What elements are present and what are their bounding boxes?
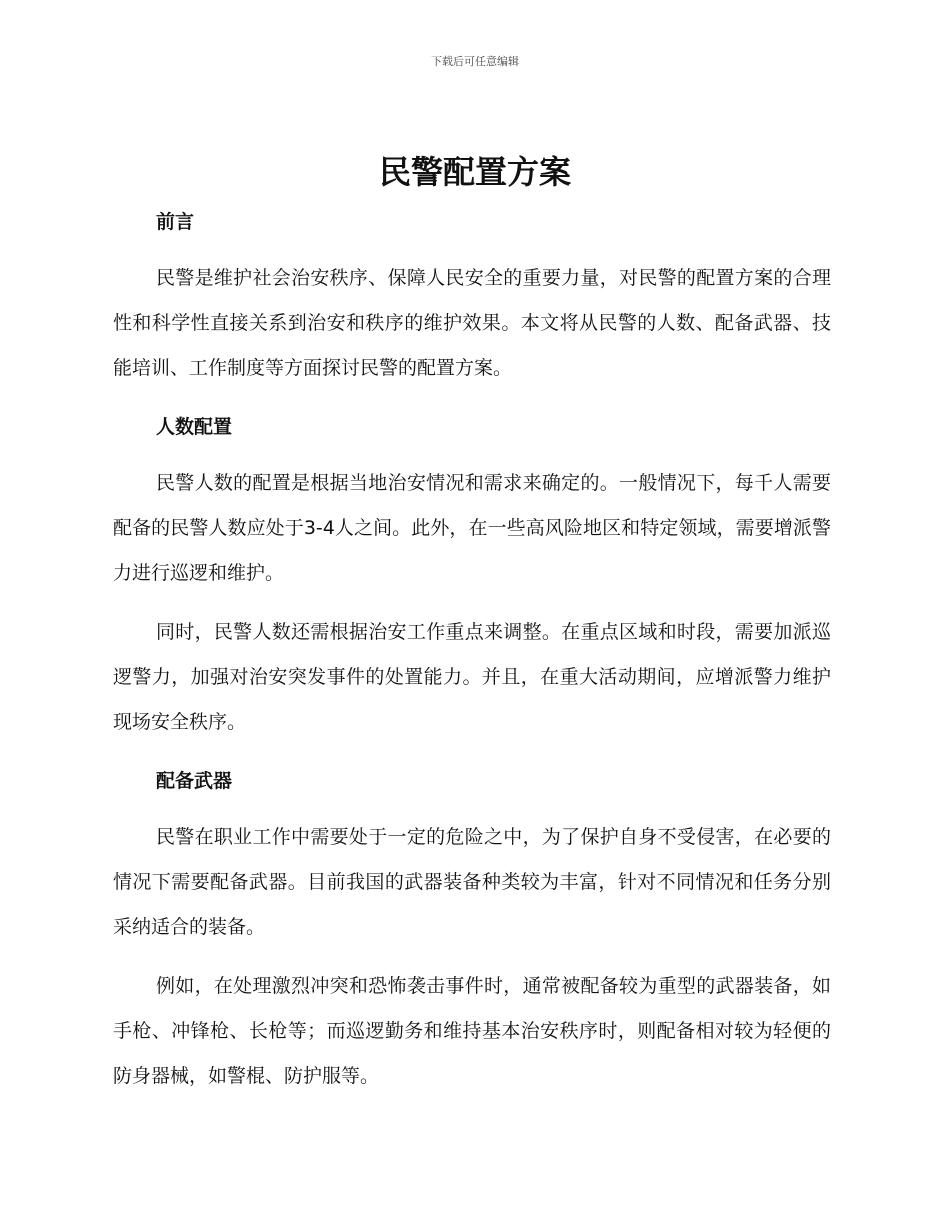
document-title: 民警配置方案 xyxy=(378,153,571,191)
section-heading: 配备武器 xyxy=(156,770,233,792)
paragraph: 同时，民警人数还需根据治安工作重点来调整。在重点区域和时段，需要加派巡逻警力，加强对治安突发事件的处置能力。并且，在重大活动期间，应增派警力维护现场安全秩序。 xyxy=(113,621,831,733)
paragraph: 民警是维护社会治安秩序、保障人民安全的重要力量，对民警的配置方案的合理性和科学性直接关系到治安和秩序的维护效果。本文将从民警的人数、配备武器、技能培训、工作制度等方面探讨民警的配置方案。 xyxy=(113,267,831,379)
paragraph: 民警在职业工作中需要处于一定的危险之中，为了保护自身不受侵害，在必要的情况下需要配备武器。目前我国的武器装备种类较为丰富，针对不同情况和任务分别采纳适合的装备。 xyxy=(113,826,831,938)
section-heading: 人数配置 xyxy=(156,416,233,438)
section-staffing xyxy=(113,405,831,759)
section-weapons xyxy=(113,759,831,1099)
document-body xyxy=(113,200,831,1099)
paragraph: 民警人数的配置是根据当地治安情况和需求来确定的。一般情况下，每千人需要配备的民警人数应处于3-4人之间。此外，在一些高风险地区和特定领域，需要增派警力进行巡逻和维护。 xyxy=(113,472,831,584)
section-preface xyxy=(113,200,831,405)
header-note: 下载后可任意编辑 xyxy=(431,55,519,68)
section-heading: 前言 xyxy=(156,211,195,233)
paragraph: 例如，在处理激烈冲突和恐怖袭击事件时，通常被配备较为重型的武器装备，如手枪、冲锋枪、长枪等；而巡逻勤务和维持基本治安秩序时，则配备相对较为轻便的防身器械，如警棍、防护服等。 xyxy=(113,975,831,1087)
